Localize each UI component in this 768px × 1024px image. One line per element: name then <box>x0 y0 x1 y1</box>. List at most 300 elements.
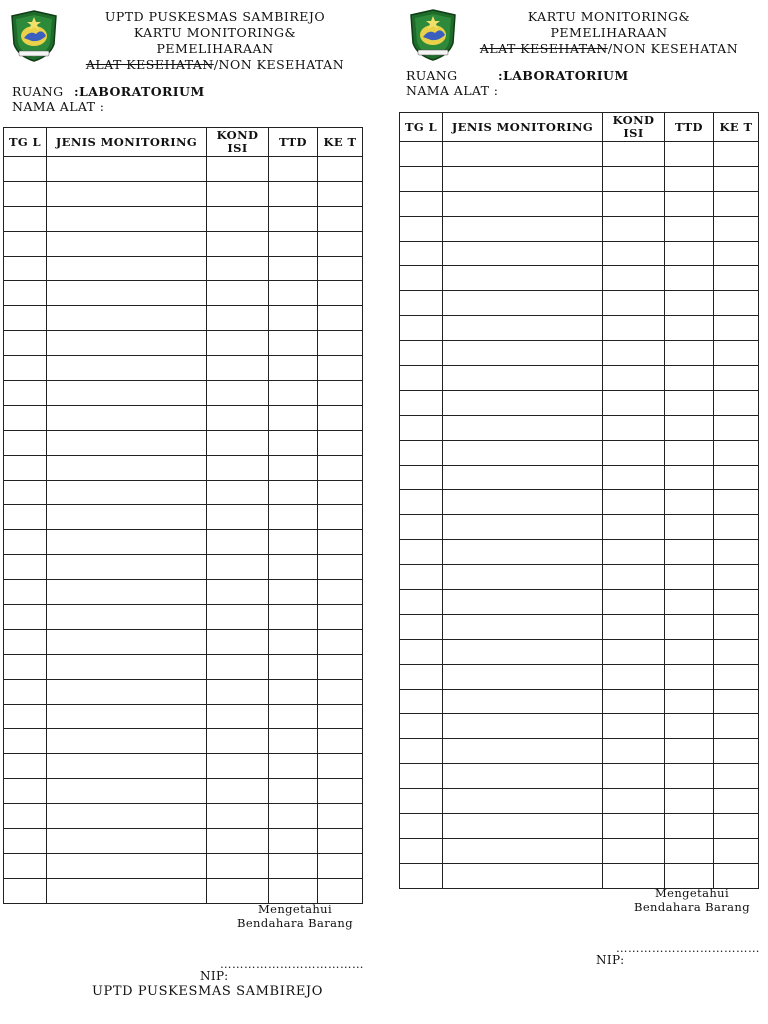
table-cell <box>269 331 318 356</box>
table-cell <box>207 480 269 505</box>
table-row <box>4 480 363 505</box>
table-row <box>400 814 759 839</box>
table-cell <box>4 629 47 654</box>
table-row <box>4 704 363 729</box>
header-category-rest: /NON KESEHATAN <box>213 57 345 72</box>
table-cell <box>603 316 665 341</box>
table-cell <box>207 555 269 580</box>
signature-mengetahui: Mengetahui <box>654 886 730 900</box>
nama-alat-label: NAMA ALAT : <box>406 83 499 98</box>
table-cell <box>4 804 47 829</box>
table-cell <box>318 878 363 903</box>
table-cell <box>665 266 714 291</box>
table-cell <box>318 530 363 555</box>
table-cell <box>318 555 363 580</box>
table-cell <box>47 430 207 455</box>
table-cell <box>4 580 47 605</box>
table-cell <box>714 142 759 167</box>
table-cell <box>47 405 207 430</box>
card-meta <box>12 84 205 114</box>
table-cell <box>47 754 207 779</box>
table-cell <box>603 590 665 615</box>
table-cell <box>714 614 759 639</box>
table-cell <box>207 281 269 306</box>
table-cell <box>714 764 759 789</box>
table-cell <box>714 863 759 888</box>
monitoring-table <box>3 127 363 904</box>
table-cell <box>400 415 443 440</box>
table-cell <box>665 515 714 540</box>
table-cell <box>318 829 363 854</box>
table-cell <box>207 530 269 555</box>
table-cell <box>665 739 714 764</box>
table-cell <box>665 142 714 167</box>
table-cell <box>603 664 665 689</box>
table-cell <box>207 654 269 679</box>
table-cell <box>665 166 714 191</box>
table-cell <box>665 590 714 615</box>
col-header-ttd: TTD <box>269 128 318 157</box>
table-cell <box>318 181 363 206</box>
table-cell <box>4 729 47 754</box>
table-cell <box>443 415 603 440</box>
table-cell <box>665 639 714 664</box>
table-cell <box>207 779 269 804</box>
table-cell <box>4 331 47 356</box>
table-cell <box>207 405 269 430</box>
table-cell <box>443 490 603 515</box>
table-row <box>400 415 759 440</box>
table-cell <box>400 540 443 565</box>
table-cell <box>400 739 443 764</box>
table-row <box>4 505 363 530</box>
table-cell <box>318 306 363 331</box>
header-category <box>60 57 370 73</box>
table-row <box>4 331 363 356</box>
table-row <box>400 366 759 391</box>
table-cell <box>665 341 714 366</box>
table-cell <box>4 381 47 406</box>
header-subtitle: KARTU MONITORING& <box>527 9 691 24</box>
table-cell <box>4 779 47 804</box>
table-cell <box>207 505 269 530</box>
card-header <box>460 9 758 57</box>
table-cell <box>714 814 759 839</box>
table-cell <box>443 515 603 540</box>
table-cell <box>603 540 665 565</box>
table-cell <box>665 565 714 590</box>
table-row <box>4 231 363 256</box>
table-cell <box>443 540 603 565</box>
table-cell <box>318 629 363 654</box>
table-row <box>4 853 363 878</box>
emblem-logo-icon <box>409 9 457 61</box>
table-cell <box>443 739 603 764</box>
table-cell <box>665 191 714 216</box>
col-header-kondisi: KOND ISI <box>603 113 665 142</box>
table-row <box>4 878 363 903</box>
table-cell <box>318 281 363 306</box>
table-cell <box>207 804 269 829</box>
table-row <box>4 679 363 704</box>
table-cell <box>269 356 318 381</box>
table-body <box>400 142 759 889</box>
table-cell <box>400 490 443 515</box>
table-cell <box>47 505 207 530</box>
table-cell <box>714 166 759 191</box>
table-cell <box>47 654 207 679</box>
table-cell <box>47 679 207 704</box>
table-cell <box>714 291 759 316</box>
table-cell <box>443 590 603 615</box>
table-cell <box>207 157 269 182</box>
table-cell <box>47 331 207 356</box>
table-cell <box>47 829 207 854</box>
table-row <box>4 157 363 182</box>
table-cell <box>443 316 603 341</box>
table-cell <box>665 689 714 714</box>
table-cell <box>47 530 207 555</box>
table-cell <box>714 639 759 664</box>
table-cell <box>47 206 207 231</box>
table-cell <box>714 341 759 366</box>
signature-block <box>225 902 365 930</box>
table-row <box>400 241 759 266</box>
table-cell <box>47 480 207 505</box>
table-cell <box>665 216 714 241</box>
table-cell <box>4 654 47 679</box>
table-cell <box>714 216 759 241</box>
table-cell <box>269 231 318 256</box>
table-cell <box>603 216 665 241</box>
table-cell <box>603 490 665 515</box>
table-cell <box>318 605 363 630</box>
table-cell <box>400 838 443 863</box>
table-cell <box>47 231 207 256</box>
table-cell <box>269 530 318 555</box>
table-cell <box>207 605 269 630</box>
table-cell <box>400 515 443 540</box>
table-cell <box>318 480 363 505</box>
table-cell <box>269 853 318 878</box>
table-cell <box>603 291 665 316</box>
table-cell <box>714 266 759 291</box>
table-row <box>400 515 759 540</box>
table-row <box>4 729 363 754</box>
table-cell <box>603 789 665 814</box>
table-cell <box>603 838 665 863</box>
table-cell <box>603 366 665 391</box>
table-row <box>4 356 363 381</box>
table-cell <box>443 863 603 888</box>
table-cell <box>269 181 318 206</box>
table-cell <box>603 241 665 266</box>
table-cell <box>47 878 207 903</box>
table-cell <box>207 629 269 654</box>
table-cell <box>665 838 714 863</box>
table-cell <box>207 679 269 704</box>
table-cell <box>47 157 207 182</box>
table-cell <box>47 455 207 480</box>
table-cell <box>4 878 47 903</box>
table-row <box>4 381 363 406</box>
table-cell <box>665 241 714 266</box>
table-cell <box>207 878 269 903</box>
header-category-struck: ALAT KESEHATAN <box>479 41 608 56</box>
table-row <box>400 565 759 590</box>
table-cell <box>603 266 665 291</box>
table-cell <box>400 814 443 839</box>
table-row <box>4 281 363 306</box>
table-row <box>4 181 363 206</box>
col-header-kondisi: KOND ISI <box>207 128 269 157</box>
table-cell <box>269 256 318 281</box>
table-row <box>400 316 759 341</box>
table-row <box>400 540 759 565</box>
table-cell <box>400 764 443 789</box>
table-cell <box>207 704 269 729</box>
table-cell <box>4 754 47 779</box>
table-cell <box>47 729 207 754</box>
table-cell <box>318 729 363 754</box>
table-cell <box>400 714 443 739</box>
table-row <box>400 191 759 216</box>
table-cell <box>603 863 665 888</box>
table-row <box>400 614 759 639</box>
table-cell <box>714 590 759 615</box>
table-cell <box>318 679 363 704</box>
table-cell <box>47 580 207 605</box>
header-subtitle: KARTU MONITORING& <box>133 25 297 40</box>
ruang-value: :LABORATORIUM <box>74 84 205 99</box>
table-cell <box>4 206 47 231</box>
table-cell <box>400 689 443 714</box>
table-cell <box>443 241 603 266</box>
table-cell <box>603 341 665 366</box>
table-row <box>4 804 363 829</box>
table-row <box>400 266 759 291</box>
table-cell <box>269 829 318 854</box>
table-cell <box>269 804 318 829</box>
nip-label: NIP: <box>596 953 625 967</box>
nama-alat-label: NAMA ALAT : <box>12 99 105 114</box>
table-cell <box>47 181 207 206</box>
header-subtitle-2: PEMELIHARAAN <box>550 25 668 40</box>
table-cell <box>4 256 47 281</box>
table-row <box>400 490 759 515</box>
table-row <box>4 256 363 281</box>
table-cell <box>47 381 207 406</box>
table-row <box>400 689 759 714</box>
table-cell <box>714 739 759 764</box>
table-cell <box>603 142 665 167</box>
table-cell <box>443 390 603 415</box>
table-cell <box>4 231 47 256</box>
table-cell <box>4 480 47 505</box>
table-cell <box>714 689 759 714</box>
table-cell <box>318 231 363 256</box>
table-cell <box>400 565 443 590</box>
table-cell <box>714 490 759 515</box>
table-cell <box>665 764 714 789</box>
table-cell <box>47 853 207 878</box>
table-cell <box>269 878 318 903</box>
nip-label: NIP: <box>200 969 229 983</box>
table-cell <box>714 241 759 266</box>
table-cell <box>47 629 207 654</box>
table-row <box>4 555 363 580</box>
table-cell <box>269 455 318 480</box>
table-cell <box>4 356 47 381</box>
table-cell <box>318 157 363 182</box>
table-cell <box>714 366 759 391</box>
table-cell <box>318 381 363 406</box>
table-cell <box>665 714 714 739</box>
table-cell <box>400 390 443 415</box>
table-cell <box>443 366 603 391</box>
table-cell <box>207 430 269 455</box>
table-cell <box>603 440 665 465</box>
table-cell <box>269 405 318 430</box>
table-cell <box>665 465 714 490</box>
table-cell <box>4 555 47 580</box>
table-cell <box>4 704 47 729</box>
table-cell <box>400 789 443 814</box>
ruang-label: RUANG <box>12 84 64 99</box>
header-subtitle-2: PEMELIHARAAN <box>156 41 274 56</box>
table-cell <box>603 814 665 839</box>
table-cell <box>269 704 318 729</box>
table-row <box>4 605 363 630</box>
table-cell <box>318 804 363 829</box>
table-cell <box>665 415 714 440</box>
table-row <box>4 654 363 679</box>
table-row <box>400 714 759 739</box>
table-cell <box>443 465 603 490</box>
table-row <box>400 142 759 167</box>
table-cell <box>318 455 363 480</box>
table-cell <box>269 306 318 331</box>
table-cell <box>269 754 318 779</box>
col-header-ket: KE T <box>318 128 363 157</box>
table-cell <box>318 331 363 356</box>
table-cell <box>443 838 603 863</box>
table-cell <box>714 664 759 689</box>
table-cell <box>207 754 269 779</box>
table-cell <box>269 729 318 754</box>
table-row <box>400 639 759 664</box>
table-cell <box>47 306 207 331</box>
table-cell <box>269 629 318 654</box>
table-cell <box>603 166 665 191</box>
table-row <box>400 664 759 689</box>
table-cell <box>207 729 269 754</box>
table-cell <box>665 390 714 415</box>
monitoring-table <box>399 112 759 889</box>
table-cell <box>207 256 269 281</box>
table-cell <box>4 829 47 854</box>
table-cell <box>318 405 363 430</box>
table-cell <box>207 455 269 480</box>
table-cell <box>400 590 443 615</box>
table-cell <box>603 764 665 789</box>
header-category-struck: ALAT KESEHATAN <box>85 57 214 72</box>
table-cell <box>318 356 363 381</box>
table-row <box>400 291 759 316</box>
table-cell <box>4 281 47 306</box>
table-cell <box>47 704 207 729</box>
table-row <box>4 580 363 605</box>
table-cell <box>269 206 318 231</box>
table-cell <box>443 166 603 191</box>
table-row <box>4 430 363 455</box>
table-row <box>4 306 363 331</box>
table-cell <box>207 381 269 406</box>
table-row <box>400 590 759 615</box>
table-cell <box>443 142 603 167</box>
table-cell <box>443 714 603 739</box>
table-cell <box>400 291 443 316</box>
ruang-label: RUANG <box>406 68 458 83</box>
table-cell <box>47 555 207 580</box>
table-cell <box>47 256 207 281</box>
table-cell <box>443 614 603 639</box>
table-cell <box>443 191 603 216</box>
table-row <box>4 405 363 430</box>
table-row <box>4 829 363 854</box>
table-cell <box>714 565 759 590</box>
signature-role: Bendahara Barang <box>237 916 353 930</box>
table-cell <box>714 440 759 465</box>
table-cell <box>714 540 759 565</box>
table-row <box>400 390 759 415</box>
table-cell <box>207 829 269 854</box>
table-cell <box>603 390 665 415</box>
table-cell <box>603 415 665 440</box>
table-cell <box>665 664 714 689</box>
card-left <box>0 0 380 1024</box>
table-cell <box>714 415 759 440</box>
table-cell <box>318 654 363 679</box>
table-cell <box>269 580 318 605</box>
col-header-tgl: TG L <box>4 128 47 157</box>
table-cell <box>665 490 714 515</box>
footer-title: UPTD PUSKESMAS SAMBIREJO <box>92 984 323 999</box>
table-row <box>400 465 759 490</box>
table-cell <box>714 191 759 216</box>
table-cell <box>400 316 443 341</box>
table-cell <box>47 779 207 804</box>
table-cell <box>400 440 443 465</box>
table-cell <box>400 664 443 689</box>
header-category <box>460 41 758 57</box>
table-row <box>400 764 759 789</box>
table-cell <box>443 664 603 689</box>
table-cell <box>47 605 207 630</box>
table-cell <box>714 316 759 341</box>
table-cell <box>665 366 714 391</box>
table-cell <box>400 366 443 391</box>
table-cell <box>443 764 603 789</box>
table-cell <box>603 515 665 540</box>
table-cell <box>4 530 47 555</box>
table-row <box>400 166 759 191</box>
table-cell <box>4 853 47 878</box>
table-cell <box>269 779 318 804</box>
table-cell <box>207 580 269 605</box>
table-cell <box>443 689 603 714</box>
table-cell <box>4 181 47 206</box>
